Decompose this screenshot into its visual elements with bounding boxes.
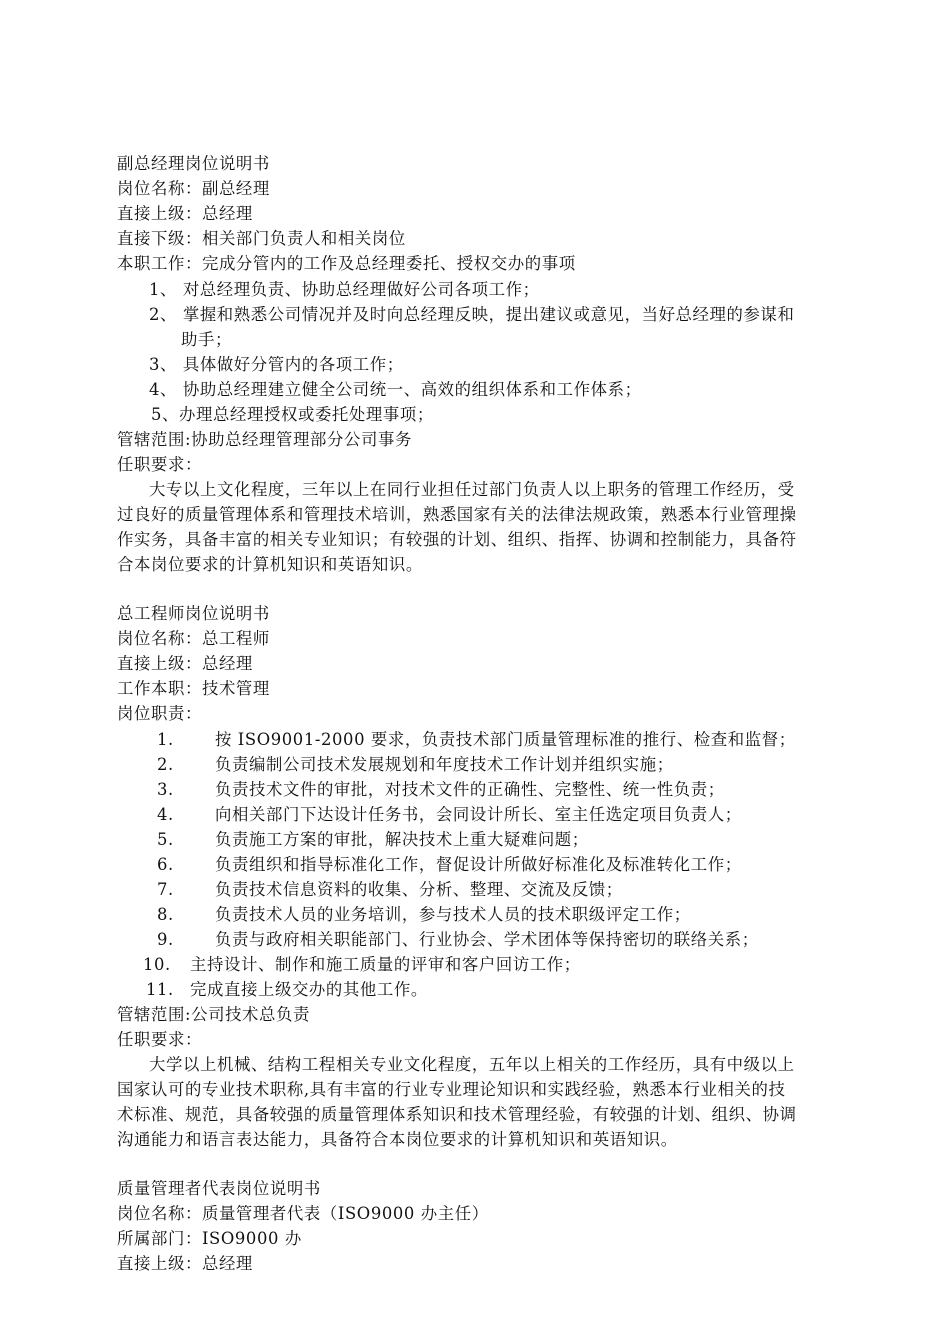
list-text: 负责组织和指导标准化工作，督促设计所做好标准化及标准转化工作；	[215, 855, 742, 874]
requirements-text: 术标准、规范，具备较强的质量管理体系知识和技术管理经验，有较强的计划、组织、协调	[117, 1105, 797, 1124]
list-text: 负责编制公司技术发展规划和年度技术工作计划并组织实施；	[215, 755, 674, 774]
list-item: 4、 协助总经理建立健全公司统一、高效的组织体系和工作体系；	[149, 380, 642, 399]
main-duty: 工作本职：技术管理	[117, 679, 270, 698]
requirements-label: 任职要求：	[117, 455, 202, 474]
requirements-text: 合本岗位要求的计算机知识和英语知识。	[117, 555, 423, 574]
list-text: 负责与政府相关职能部门、行业协会、学术团体等保持密切的联络关系；	[215, 930, 759, 949]
list-item: 2、 掌握和熟悉公司情况并及时向总经理反映，提出建议或意见，当好总经理的参谋和	[149, 305, 795, 324]
list-number: 6.	[157, 855, 174, 874]
list-text: 负责技术人员的业务培训，参与技术人员的技术职级评定工作；	[215, 905, 691, 924]
list-number: 11.	[146, 980, 174, 999]
responsibilities-label: 岗位职责：	[117, 704, 202, 723]
list-number: 8.	[157, 905, 174, 924]
main-duty: 本职工作：完成分管内的工作及总经理委托、授权交办的事项	[117, 254, 576, 273]
requirements-text: 沟通能力和语言表达能力，具备符合本岗位要求的计算机知识和英语知识。	[117, 1130, 678, 1149]
list-number: 5.	[157, 830, 174, 849]
list-text: 按 ISO9001-2000 要求，负责技术部门质量管理标准的推行、检查和监督；	[215, 730, 796, 749]
list-number: 7.	[157, 880, 174, 899]
requirements-text: 过良好的质量管理体系和管理技术培训，熟悉国家有关的法律法规政策，熟悉本行业管理操	[117, 505, 797, 524]
requirements-text: 大学以上机械、结构工程相关专业文化程度，五年以上相关的工作经历，具有中级以上	[149, 1055, 795, 1074]
scope: 管辖范围:协助总经理管理部分公司事务	[117, 430, 412, 449]
list-item	[157, 753, 674, 777]
list-number: 9.	[157, 930, 174, 949]
requirements-text: 大专以上文化程度，三年以上在同行业担任过部门负责人以上职务的管理工作经历，受	[149, 480, 795, 499]
list-item-continuation: 助手；	[181, 330, 232, 349]
list-item	[157, 728, 796, 752]
position-name: 岗位名称：总工程师	[117, 629, 270, 648]
list-item	[157, 878, 623, 902]
list-text: 向相关部门下达设计任务书，会同设计所长、室主任选定项目负责人；	[215, 805, 742, 824]
list-number: 4.	[157, 805, 174, 824]
list-item: 5、办理总经理授权或委托处理事项；	[151, 405, 434, 424]
requirements-label: 任职要求：	[117, 1030, 202, 1049]
requirements-text: 国家认可的专业技术职称,具有丰富的行业专业理论知识和实践经验，熟悉本行业相关的技	[117, 1080, 786, 1099]
section-title: 总工程师岗位说明书	[117, 604, 270, 623]
list-number: 2.	[157, 755, 174, 774]
list-item: 3、 具体做好分管内的各项工作；	[149, 355, 404, 374]
list-item	[157, 928, 759, 952]
list-text: 负责技术文件的审批，对技术文件的正确性、完整性、统一性负责；	[215, 780, 725, 799]
direct-superior: 直接上级：总经理	[117, 204, 253, 223]
position-name: 岗位名称：副总经理	[117, 179, 270, 198]
list-number: 10.	[143, 955, 171, 974]
list-item	[157, 903, 691, 927]
section-title: 质量管理者代表岗位说明书	[117, 1179, 321, 1198]
list-item	[143, 953, 581, 977]
direct-superior: 直接上级：总经理	[117, 1254, 253, 1273]
list-item	[146, 978, 428, 1002]
direct-superior: 直接上级：总经理	[117, 654, 253, 673]
list-item	[157, 778, 725, 802]
scope: 管辖范围:公司技术总负责	[117, 1005, 311, 1024]
list-item	[157, 803, 742, 827]
direct-subordinate: 直接下级：相关部门负责人和相关岗位	[117, 229, 406, 248]
position-name: 岗位名称：质量管理者代表（ISO9000 办主任）	[117, 1204, 489, 1223]
requirements-text: 作实务，具备丰富的相关专业知识；有较强的计划、组织、指挥、协调和控制能力，具备符	[117, 530, 797, 549]
list-item	[157, 853, 742, 877]
list-number: 1.	[157, 730, 174, 749]
list-number: 3.	[157, 780, 174, 799]
list-text: 负责技术信息资料的收集、分析、整理、交流及反馈；	[215, 880, 623, 899]
list-text: 完成直接上级交办的其他工作。	[190, 980, 428, 999]
list-item: 1、 对总经理负责、协助总经理做好公司各项工作；	[149, 280, 540, 299]
list-text: 主持设计、制作和施工质量的评审和客户回访工作；	[190, 955, 581, 974]
list-item	[157, 828, 589, 852]
department: 所属部门：ISO9000 办	[117, 1229, 302, 1248]
section-title: 副总经理岗位说明书	[117, 154, 270, 173]
list-text: 负责施工方案的审批，解决技术上重大疑难问题；	[215, 830, 589, 849]
